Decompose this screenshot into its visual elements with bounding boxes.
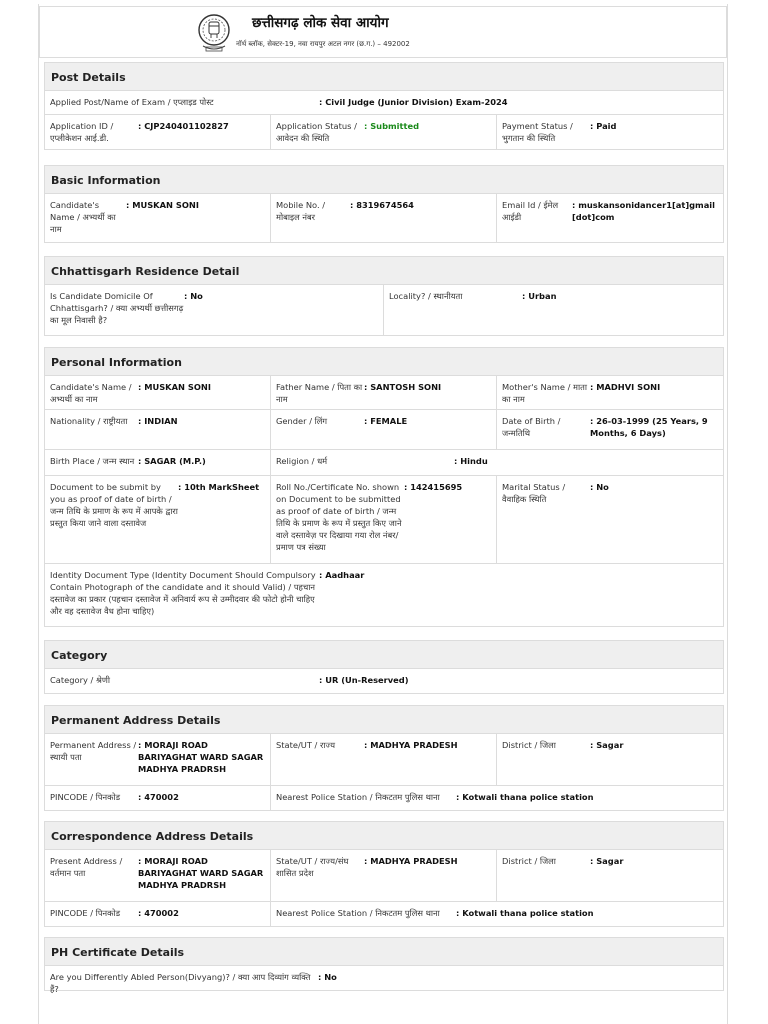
personal-info-section — [44, 347, 724, 627]
permanent-address-label: Permanent Address / स्थायी पता — [50, 740, 137, 763]
dob-label: Date of Birth / जन्मतिथि — [502, 416, 561, 439]
id-document-type-label: Identity Document Type (Identity Document Should Compulsory Contain Photograph of the candidate and it should Valid) / पहचान दस्तावेज का प्रकार (पहचान दस्तावेज में अनिवार्य रूप से उम्मीदवार की फोटो होनी चाहिए और वह दस्तावेज वैध होना चाहिए) — [50, 570, 316, 617]
father-name-label: Father Name / पिता का नाम — [276, 382, 363, 405]
locality-value: : Urban — [522, 291, 557, 301]
gender-label: Gender / लिंग — [276, 416, 328, 426]
domicile-label: Is Candidate Domicile Of Chhattisgarh? / क्या अभ्यर्थी छत्तीसगढ़ का मूल निवासी है? — [50, 291, 184, 326]
organization-name: छत्तीसगढ़ लोक सेवा आयोग — [252, 15, 389, 31]
category-section — [44, 640, 724, 694]
dob-document-cell — [45, 476, 271, 563]
table-row — [45, 734, 723, 786]
section-title: Correspondence Address Details — [45, 822, 723, 850]
present-police-value: : Kotwali thana police station — [456, 908, 594, 918]
post-details-section — [44, 62, 724, 150]
religion-cell — [271, 450, 723, 475]
table-row — [45, 564, 723, 626]
table-row — [45, 476, 723, 564]
marital-status-value: : No — [590, 482, 609, 492]
locality-cell — [384, 285, 723, 335]
nationality-cell — [45, 410, 271, 449]
present-state-value: : MADHYA PRADESH — [364, 856, 458, 866]
candidate-name-value: : MUSKAN SONI — [126, 200, 199, 210]
email-label: Email Id / ईमेल आईडी — [502, 200, 559, 223]
permanent-police-cell — [271, 786, 723, 810]
application-form — [38, 4, 728, 1024]
correspondence-address-section — [44, 821, 724, 927]
id-document-type-cell — [45, 564, 723, 626]
present-police-cell — [271, 902, 723, 926]
present-pincode-value: : 470002 — [138, 908, 179, 918]
present-address-cell — [45, 850, 271, 901]
mother-name-value: : MADHVI SONI — [590, 382, 661, 392]
table-row — [45, 902, 723, 926]
father-name-value: : SANTOSH SONI — [364, 382, 442, 392]
table-row — [45, 194, 723, 242]
table-row — [45, 786, 723, 810]
application-id-label: Application ID / एप्लीकेशन आई.डी. — [50, 121, 114, 144]
payment-status-cell — [497, 115, 723, 149]
permanent-pincode-label: PINCODE / पिनकोड — [50, 792, 121, 802]
roll-number-label: Roll No./Certificate No. shown on Document to be submitted as proof of date of birth / जन्म तिथि के प्रमाण के रूप में प्रस्तुत किए जाने वाले दस्तावेज़ पर दिखाया गया रोल नंबर/प्रमाण पत्र संख्या — [276, 482, 402, 553]
application-status-value: : Submitted — [364, 121, 420, 131]
candidate-name-label: Candidate's Name / अभ्यर्थी का नाम — [50, 200, 116, 235]
residence-section — [44, 256, 724, 336]
present-state-cell — [271, 850, 497, 901]
mobile-value: : 8319674564 — [350, 200, 414, 210]
present-district-label: District / जिला — [502, 856, 556, 866]
section-title: Chhattisgarh Residence Detail — [45, 257, 723, 285]
birth-place-value: : SAGAR (M.P.) — [138, 456, 206, 466]
permanent-state-label: State/UT / राज्य — [276, 740, 336, 750]
permanent-police-label: Nearest Police Station / निकटतम पुलिस थाना — [276, 792, 440, 802]
table-row — [45, 285, 723, 335]
roll-number-value: : 142415695 — [404, 482, 463, 492]
gender-value: : FEMALE — [364, 416, 408, 426]
marital-status-cell — [497, 476, 723, 563]
section-title: Post Details — [45, 63, 723, 91]
payment-status-value: : Paid — [590, 121, 617, 131]
applied-post-cell — [45, 91, 723, 114]
category-label: Category / श्रेणी — [50, 675, 110, 685]
state-emblem-icon — [197, 12, 231, 54]
father-name-cell — [271, 376, 497, 409]
application-status-cell — [271, 115, 497, 149]
divyang-cell — [45, 966, 723, 995]
applied-post-value: : Civil Judge (Junior Division) Exam-2024 — [319, 97, 508, 107]
application-id-cell — [45, 115, 271, 149]
dob-document-value: : 10th MarkSheet — [178, 482, 260, 492]
domicile-cell — [45, 285, 384, 335]
section-title: Personal Information — [45, 348, 723, 376]
permanent-district-cell — [497, 734, 723, 785]
table-row — [45, 410, 723, 450]
section-title: Permanent Address Details — [45, 706, 723, 734]
permanent-pincode-value: : 470002 — [138, 792, 179, 802]
present-address-label: Present Address / वर्तमान पता — [50, 856, 123, 879]
marital-status-label: Marital Status / वैवाहिक स्थिति — [502, 482, 566, 505]
permanent-address-section — [44, 705, 724, 811]
permanent-pincode-cell — [45, 786, 271, 810]
cand-name-cell — [45, 376, 271, 409]
present-district-cell — [497, 850, 723, 901]
permanent-state-cell — [271, 734, 497, 785]
section-title: Category — [45, 641, 723, 669]
section-title: PH Certificate Details — [45, 938, 723, 966]
birth-place-label: Birth Place / जन्म स्थान — [50, 456, 135, 466]
mobile-cell — [271, 194, 497, 242]
category-value: : UR (Un-Reserved) — [319, 675, 409, 685]
organization-address: नॉर्थ ब्लॉक, सेक्टर-19, नवा रायपुर अटल नगर (छ.ग.) – 492002 — [236, 40, 410, 48]
divyang-value: : No — [318, 972, 337, 982]
mother-name-label: Mother's Name / माता का नाम — [502, 382, 588, 405]
candidate-name-cell — [45, 194, 271, 242]
table-row — [45, 669, 723, 693]
permanent-state-value: : MADHYA PRADESH — [364, 740, 458, 750]
religion-value: : Hindu — [454, 456, 488, 466]
form-header — [39, 6, 727, 58]
dob-cell — [497, 410, 723, 449]
dob-document-label: Document to be submit by you as proof of date of birth / जन्म तिथि के प्रमाण के रूप में आपके द्वारा प्रस्तुत किया जाने वाला दस्तावेज — [50, 482, 178, 529]
divyang-label: Are you Differently Abled Person(Divyang)? / क्या आप दिव्यांग व्यक्ति हैं? — [50, 972, 311, 995]
id-document-type-value: : Aadhaar — [319, 570, 365, 580]
present-pincode-label: PINCODE / पिनकोड — [50, 908, 121, 918]
cand-name-label: Candidate's Name / अभ्यर्थी का नाम — [50, 382, 132, 405]
table-row — [45, 115, 723, 149]
present-pincode-cell — [45, 902, 271, 926]
present-police-label: Nearest Police Station / निकटतम पुलिस थाना — [276, 908, 440, 918]
ph-certificate-section — [44, 937, 724, 995]
table-row — [45, 91, 723, 115]
basic-info-section — [44, 165, 724, 243]
permanent-district-value: : Sagar — [590, 740, 624, 750]
present-district-value: : Sagar — [590, 856, 624, 866]
email-cell — [497, 194, 723, 242]
application-id-value: : CJP240401102827 — [138, 121, 229, 131]
mobile-label: Mobile No. / मोबाइल नंबर — [276, 200, 326, 223]
birth-place-cell — [45, 450, 271, 475]
table-row — [45, 376, 723, 410]
category-cell — [45, 669, 723, 693]
table-row — [45, 966, 723, 995]
email-value: : muskansonidancer1[at]gmail[dot]com — [572, 200, 715, 223]
payment-status-label: Payment Status / भुगतान की स्थिति — [502, 121, 573, 144]
nationality-value: : INDIAN — [138, 416, 178, 426]
applied-post-label: Applied Post/Name of Exam / एप्लाइड पोस्ट — [50, 97, 214, 107]
locality-label: Locality? / स्थानीयता — [389, 291, 463, 301]
cand-name-value: : MUSKAN SONI — [138, 382, 211, 392]
section-title: Basic Information — [45, 166, 723, 194]
roll-number-cell — [271, 476, 497, 563]
mother-name-cell — [497, 376, 723, 409]
gender-cell — [271, 410, 497, 449]
present-address-value: : MORAJI ROAD BARIYAGHAT WARD SAGAR MADHYA PRADRSH — [138, 856, 264, 891]
table-row — [45, 850, 723, 902]
permanent-address-cell — [45, 734, 271, 785]
nationality-label: Nationality / राष्ट्रीयता — [50, 416, 128, 426]
present-state-label: State/UT / राज्य/संघ शासित प्रदेश — [276, 856, 349, 879]
application-status-label: Application Status / आवेदन की स्थिति — [276, 121, 357, 144]
permanent-district-label: District / जिला — [502, 740, 556, 750]
dob-value: : 26-03-1999 (25 Years, 9 Months, 6 Days) — [590, 416, 708, 439]
permanent-police-value: : Kotwali thana police station — [456, 792, 594, 802]
table-row — [45, 450, 723, 476]
permanent-address-value: : MORAJI ROAD BARIYAGHAT WARD SAGAR MADHYA PRADRSH — [138, 740, 264, 775]
religion-label: Religion / धर्म — [276, 456, 328, 466]
domicile-value: : No — [184, 291, 203, 301]
